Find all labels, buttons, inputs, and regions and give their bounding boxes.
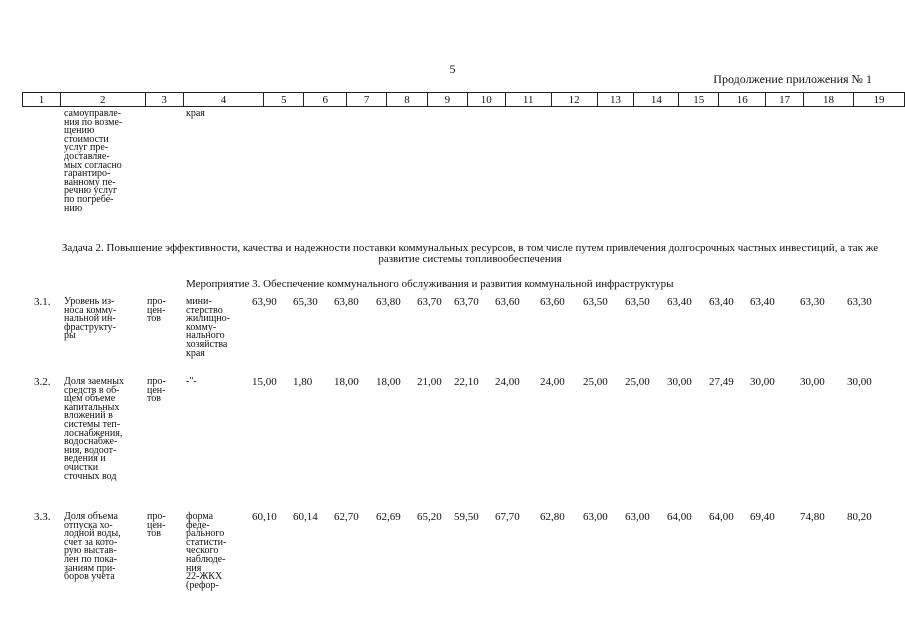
continuation-label: Продолжение приложения № 1 bbox=[713, 72, 872, 86]
column-header-cell: 2 bbox=[60, 93, 145, 107]
row-value: 63,50 bbox=[583, 296, 608, 308]
row-value: 25,00 bbox=[625, 376, 650, 388]
row-value: 27,49 bbox=[709, 376, 734, 388]
row-value: 63,80 bbox=[334, 296, 359, 308]
row-number: 3.3. bbox=[34, 511, 51, 523]
column-header-cell: 17 bbox=[766, 93, 804, 107]
row-value: 63,30 bbox=[800, 296, 825, 308]
row-value: 15,00 bbox=[252, 376, 277, 388]
row-value: 63,50 bbox=[625, 296, 650, 308]
row-value: 30,00 bbox=[750, 376, 775, 388]
column-header-cell: 14 bbox=[634, 93, 679, 107]
row-value: 64,00 bbox=[667, 511, 692, 523]
column-header-cell: 12 bbox=[551, 93, 597, 107]
row-value: 60,14 bbox=[293, 511, 318, 523]
column-header-cell: 9 bbox=[427, 93, 467, 107]
row-value: 63,40 bbox=[750, 296, 775, 308]
row-number: 3.2. bbox=[34, 376, 51, 388]
row-value: 63,60 bbox=[495, 296, 520, 308]
carryover-executor: края bbox=[186, 108, 205, 119]
row-value: 80,20 bbox=[847, 511, 872, 523]
page-number: 5 bbox=[449, 62, 456, 76]
row-value: 65,30 bbox=[293, 296, 318, 308]
row-value: 18,00 bbox=[376, 376, 401, 388]
column-header-cell: 13 bbox=[597, 93, 634, 107]
row-value: 63,30 bbox=[847, 296, 872, 308]
row-unit: про- цен- тов bbox=[147, 511, 166, 540]
column-header-cell: 11 bbox=[505, 93, 551, 107]
row-value: 62,80 bbox=[540, 511, 565, 523]
row-value: 63,70 bbox=[454, 296, 479, 308]
column-header-cell: 5 bbox=[264, 93, 304, 107]
row-value: 74,80 bbox=[800, 511, 825, 523]
row-indicator: Доля объема отпуска хо- лодной воды, счет за кото- рую выстав- лен по пока- заниям при- боров учета bbox=[64, 511, 121, 583]
column-header-cell: 3 bbox=[145, 93, 183, 107]
row-value: 21,00 bbox=[417, 376, 442, 388]
column-header-cell: 19 bbox=[853, 93, 904, 107]
row-value: 63,60 bbox=[540, 296, 565, 308]
column-header-cell: 16 bbox=[719, 93, 766, 107]
row-value: 65,20 bbox=[417, 511, 442, 523]
row-source: мини- стерство жилищно- комму- нального хозяйства края bbox=[186, 296, 230, 359]
row-value: 62,70 bbox=[334, 511, 359, 523]
event-title: Мероприятие 3. Обеспечение коммунального обслуживания и развития коммунальной инфраструктуры bbox=[186, 278, 674, 290]
row-value: 63,90 bbox=[252, 296, 277, 308]
row-value: 64,00 bbox=[709, 511, 734, 523]
row-value: 63,40 bbox=[709, 296, 734, 308]
row-value: 63,40 bbox=[667, 296, 692, 308]
row-value: 63,80 bbox=[376, 296, 401, 308]
column-header-cell: 6 bbox=[304, 93, 347, 107]
row-value: 25,00 bbox=[583, 376, 608, 388]
row-value: 59,50 bbox=[454, 511, 479, 523]
row-source: форма феде- рального статисти- ческого наблюде- ния 22-ЖКХ (рефор- bbox=[186, 511, 227, 591]
row-value: 18,00 bbox=[334, 376, 359, 388]
row-source: -"- bbox=[186, 376, 197, 387]
row-indicator: Уровень из- носа комму- нальной ин- фраструкту- ры bbox=[64, 296, 117, 342]
row-value: 60,10 bbox=[252, 511, 277, 523]
row-value: 24,00 bbox=[540, 376, 565, 388]
column-header-cell: 18 bbox=[804, 93, 854, 107]
column-header-cell: 7 bbox=[347, 93, 387, 107]
task-title: Задача 2. Повышение эффективности, качества и надежности поставки коммунальных ресурсов, в том числе путем привлечения долгосрочных частных инвестиций, а так же развитие системы топливообеспечения bbox=[61, 242, 879, 265]
row-value: 62,69 bbox=[376, 511, 401, 523]
row-value: 67,70 bbox=[495, 511, 520, 523]
row-value: 30,00 bbox=[667, 376, 692, 388]
row-value: 30,00 bbox=[800, 376, 825, 388]
row-value: 1,80 bbox=[293, 376, 313, 388]
column-header-cell: 4 bbox=[183, 93, 264, 107]
column-header-cell: 10 bbox=[467, 93, 505, 107]
row-value: 24,00 bbox=[495, 376, 520, 388]
row-value: 69,40 bbox=[750, 511, 775, 523]
row-value: 30,00 bbox=[847, 376, 872, 388]
row-number: 3.1. bbox=[34, 296, 51, 308]
column-header-cell: 1 bbox=[23, 93, 61, 107]
row-unit: про- цен- тов bbox=[147, 376, 166, 405]
row-value: 22,10 bbox=[454, 376, 479, 388]
carryover-indicator: самоуправле- ния по возме- щению стоимости услуг пре- доставляе- мых согласно гарантиро- ванному пе- речню услуг по погребе- нию bbox=[64, 108, 123, 214]
row-value: 63,70 bbox=[417, 296, 442, 308]
row-value: 63,00 bbox=[583, 511, 608, 523]
row-value: 63,00 bbox=[625, 511, 650, 523]
row-indicator: Доля заемных средств в об- щем объеме капитальных вложений в системы теп- лоснабжения, водоснабже- ния, водоот- ведения и очистки сточных вод bbox=[64, 376, 125, 482]
column-number-header bbox=[22, 92, 905, 107]
row-unit: про- цен- тов bbox=[147, 296, 166, 325]
column-header-cell: 8 bbox=[387, 93, 428, 107]
column-header-cell: 15 bbox=[679, 93, 719, 107]
